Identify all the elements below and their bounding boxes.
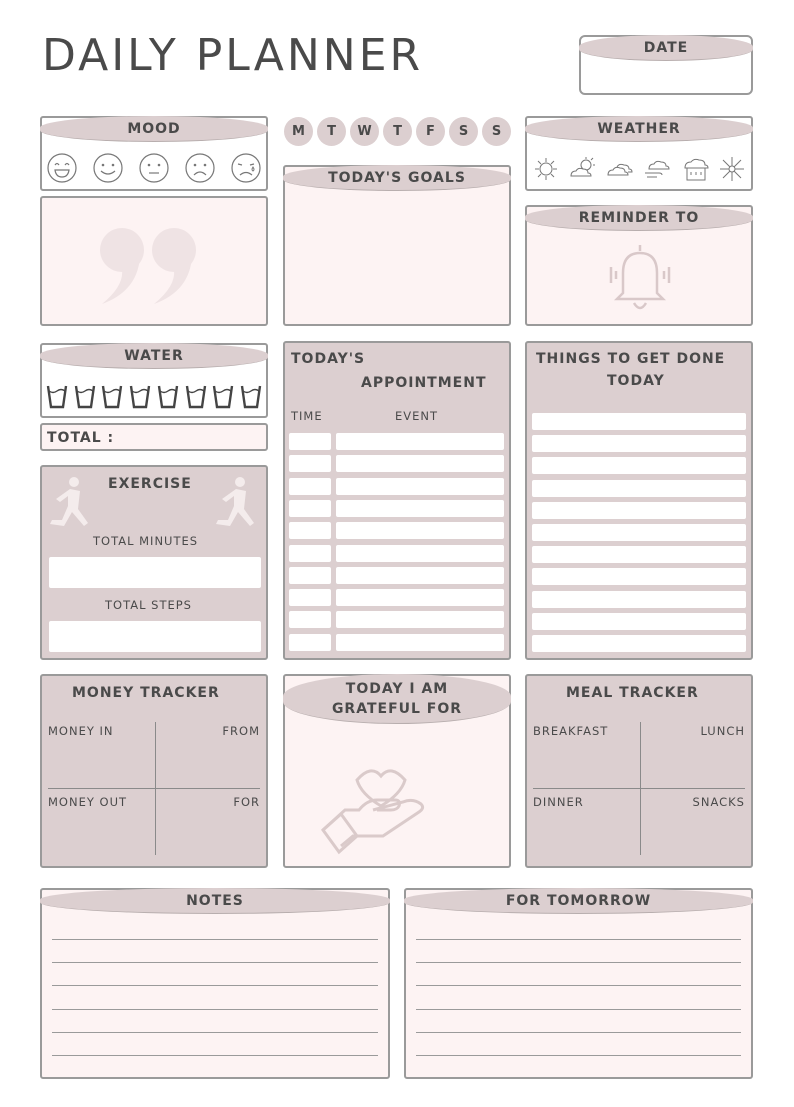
day-tuesday[interactable]: T — [317, 117, 346, 146]
todo-item-line[interactable] — [532, 480, 746, 497]
water-total-box[interactable] — [40, 423, 268, 451]
total-minutes-field[interactable] — [49, 557, 261, 588]
tomorrow-line[interactable] — [416, 1032, 741, 1033]
todo-item-line[interactable] — [532, 613, 746, 630]
weather-panel — [525, 116, 753, 191]
notes-panel[interactable] — [40, 888, 390, 1079]
money-in-label: MONEY IN — [48, 724, 114, 738]
appointment-event-cell[interactable] — [336, 611, 504, 628]
notes-label: NOTES — [186, 892, 244, 909]
water-cup-icon[interactable] — [74, 383, 96, 409]
todo-item-line[interactable] — [532, 591, 746, 608]
day-friday[interactable]: F — [416, 117, 445, 146]
notes-line[interactable] — [52, 939, 378, 940]
todo-item-line[interactable] — [532, 502, 746, 519]
windy-icon[interactable] — [643, 156, 673, 182]
appointment-event-cell[interactable] — [336, 478, 504, 495]
heart-hand-icon — [319, 742, 439, 862]
grateful-label-line1: TODAY I AM — [345, 680, 449, 697]
todo-item-line[interactable] — [532, 413, 746, 430]
notes-line[interactable] — [52, 1032, 378, 1033]
money-from-label: FROM — [222, 724, 260, 738]
water-cup-icon[interactable] — [212, 383, 234, 409]
day-monday[interactable]: M — [284, 117, 313, 146]
lunch-label: LUNCH — [700, 724, 745, 738]
water-panel — [40, 343, 268, 418]
water-cup-icon[interactable] — [46, 383, 68, 409]
appointment-time-cell[interactable] — [289, 500, 331, 517]
day-sunday[interactable]: S — [482, 117, 511, 146]
tomorrow-line[interactable] — [416, 1055, 741, 1056]
date-box[interactable] — [579, 35, 753, 95]
tomorrow-label: FOR TOMORROW — [505, 892, 652, 909]
money-out-label: MONEY OUT — [48, 795, 128, 809]
appointment-event-cell[interactable] — [336, 455, 504, 472]
event-column-header: EVENT — [395, 409, 439, 423]
appointment-event-cell[interactable] — [336, 589, 504, 606]
appointment-label-line2: APPOINTMENT — [361, 375, 487, 391]
tomorrow-line[interactable] — [416, 939, 741, 940]
money-for-label: FOR — [233, 795, 260, 809]
notes-line[interactable] — [52, 1009, 378, 1010]
day-saturday[interactable]: S — [449, 117, 478, 146]
appointment-event-cell[interactable] — [336, 522, 504, 539]
money-tracker-panel — [40, 674, 268, 868]
exercise-label: EXERCISE — [108, 476, 192, 492]
appointment-time-cell[interactable] — [289, 634, 331, 651]
reminder-label: REMINDER TO — [578, 209, 700, 226]
todo-item-line[interactable] — [532, 568, 746, 585]
todo-item-line[interactable] — [532, 457, 746, 474]
tomorrow-line[interactable] — [416, 985, 741, 986]
water-cup-icon[interactable] — [101, 383, 123, 409]
grateful-panel[interactable] — [283, 674, 511, 868]
appointment-time-cell[interactable] — [289, 522, 331, 539]
water-label: WATER — [124, 347, 184, 364]
todo-item-line[interactable] — [532, 546, 746, 563]
appointment-event-cell[interactable] — [336, 433, 504, 450]
day-thursday[interactable]: T — [383, 117, 412, 146]
appointment-event-cell[interactable] — [336, 500, 504, 517]
appointment-time-cell[interactable] — [289, 545, 331, 562]
water-cup-icon[interactable] — [157, 383, 179, 409]
total-minutes-label: TOTAL MINUTES — [93, 534, 199, 548]
exercise-panel — [40, 465, 268, 660]
todo-label-line2: TODAY — [607, 373, 665, 389]
tomorrow-panel[interactable] — [404, 888, 753, 1079]
tomorrow-line[interactable] — [416, 1009, 741, 1010]
laughing-face-icon[interactable] — [46, 152, 78, 184]
notes-line[interactable] — [52, 1055, 378, 1056]
meal-tracker-label: MEAL TRACKER — [566, 685, 699, 701]
appointment-event-cell[interactable] — [336, 545, 504, 562]
crying-face-icon[interactable] — [230, 152, 262, 184]
total-steps-label: TOTAL STEPS — [105, 598, 192, 612]
mood-panel — [40, 116, 268, 191]
money-tracker-label: MONEY TRACKER — [72, 685, 220, 701]
grateful-label-line2: GRATEFUL FOR — [331, 700, 463, 717]
todo-item-line[interactable] — [532, 435, 746, 452]
page-title: DAILY PLANNER — [42, 30, 424, 81]
meal-tracker-panel — [525, 674, 753, 868]
appointment-event-cell[interactable] — [336, 567, 504, 584]
todo-item-line[interactable] — [532, 524, 746, 541]
neutral-face-icon[interactable] — [138, 152, 170, 184]
mood-label: MOOD — [127, 120, 181, 137]
appointment-time-cell[interactable] — [289, 433, 331, 450]
goals-label: TODAY'S GOALS — [328, 169, 466, 186]
breakfast-label: BREAKFAST — [533, 724, 609, 738]
snowflake-icon[interactable] — [719, 156, 745, 182]
smiling-face-icon[interactable] — [92, 152, 124, 184]
sun-icon[interactable] — [533, 156, 559, 182]
snacks-label: SNACKS — [692, 795, 745, 809]
todo-item-line[interactable] — [532, 635, 746, 652]
weather-label: WEATHER — [597, 120, 681, 137]
todo-panel — [525, 341, 753, 660]
quote-box[interactable] — [40, 196, 268, 326]
runner-icon — [214, 475, 262, 535]
water-cup-icon[interactable] — [185, 383, 207, 409]
appointment-panel — [283, 341, 511, 660]
runner-icon — [48, 475, 96, 535]
snow-house-icon[interactable] — [681, 156, 711, 182]
todo-label-line1: THINGS TO GET DONE — [536, 351, 726, 367]
date-label: DATE — [643, 39, 689, 56]
dinner-label: DINNER — [533, 795, 584, 809]
total-steps-field[interactable] — [49, 621, 261, 652]
appointment-time-cell[interactable] — [289, 455, 331, 472]
cloudy-icon[interactable] — [605, 156, 635, 182]
water-cup-icon[interactable] — [240, 383, 262, 409]
water-total-label: TOTAL : — [47, 430, 115, 446]
sun-cloud-icon[interactable] — [567, 156, 597, 182]
appointment-event-cell[interactable] — [336, 634, 504, 651]
weekday-selector — [284, 117, 511, 146]
quote-icon — [94, 226, 204, 306]
notes-line[interactable] — [52, 962, 378, 963]
frowning-face-icon[interactable] — [184, 152, 216, 184]
reminder-panel[interactable] — [525, 205, 753, 326]
appointment-time-cell[interactable] — [289, 567, 331, 584]
notes-line[interactable] — [52, 985, 378, 986]
water-cup-icon[interactable] — [129, 383, 151, 409]
appointment-time-cell[interactable] — [289, 611, 331, 628]
time-column-header: TIME — [291, 409, 323, 423]
appointment-time-cell[interactable] — [289, 478, 331, 495]
bell-icon — [607, 241, 673, 319]
day-wednesday[interactable]: W — [350, 117, 379, 146]
appointment-time-cell[interactable] — [289, 589, 331, 606]
tomorrow-line[interactable] — [416, 962, 741, 963]
goals-panel[interactable] — [283, 165, 511, 326]
appointment-label-line1: TODAY'S — [291, 351, 366, 367]
